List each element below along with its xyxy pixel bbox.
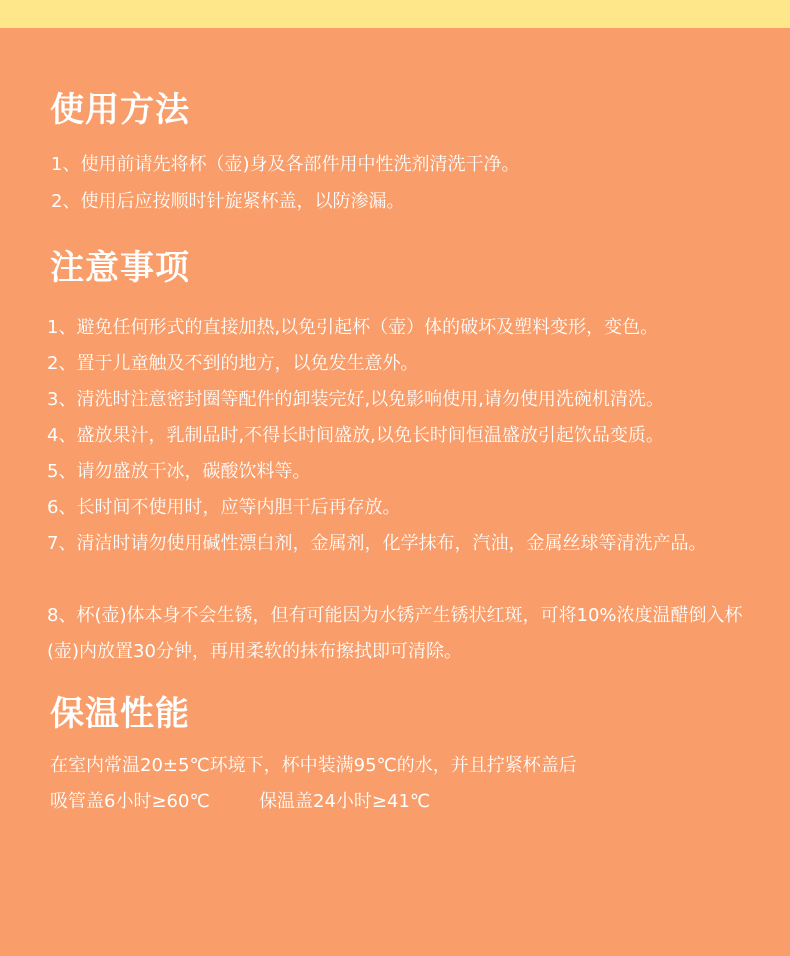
- note-item: 8、杯(壶)体本身不会生锈，但有可能因为水锈产生锈状红斑，可将10%浓度温醋倒入杯(壶)内放置30分钟，再用柔软的抹布擦拭即可清除。: [47, 605, 743, 662]
- note-item: 6、长时间不使用时，应等内胆干后再存放。: [47, 497, 401, 518]
- top-color-strip: [0, 0, 790, 28]
- insulated-lid-result: 保温盖24小时≥41℃: [259, 791, 431, 812]
- note-item: 4、盛放果汁，乳制品时,不得长时间盛放,以免长时间恒温盛放引起饮品变质。: [47, 425, 664, 446]
- note-item: 3、清洗时注意密封圈等配件的卸装完好,以免影响使用,请勿使用洗碗机清洗。: [47, 389, 664, 410]
- usage-heading: 使用方法: [50, 90, 190, 130]
- note-item: 2、置于儿童触及不到的地方，以免发生意外。: [47, 353, 419, 374]
- thermal-heading: 保温性能: [50, 694, 190, 734]
- usage-item: 2、使用后应按顺时针旋紧杯盖，以防渗漏。: [51, 191, 405, 212]
- thermal-condition-text: 在室内常温20±5℃环境下，杯中装满95℃的水，并且拧紧杯盖后: [50, 755, 577, 776]
- usage-item: 1、使用前请先将杯（壶)身及各部件用中性洗剂清洗干净。: [51, 154, 520, 175]
- note-item: 1、避免任何形式的直接加热,以免引起杯（壶）体的破坏及塑料变形，变色。: [47, 317, 659, 338]
- note-item: 7、清洁时请勿使用碱性漂白剂，金属剂，化学抹布，汽油，金属丝球等清洗产品。: [47, 533, 707, 554]
- note-item: 5、请勿盛放干冰，碳酸饮料等。: [47, 461, 311, 482]
- notes-heading: 注意事项: [50, 248, 190, 288]
- straw-lid-result: 吸管盖6小时≥60℃: [50, 791, 210, 812]
